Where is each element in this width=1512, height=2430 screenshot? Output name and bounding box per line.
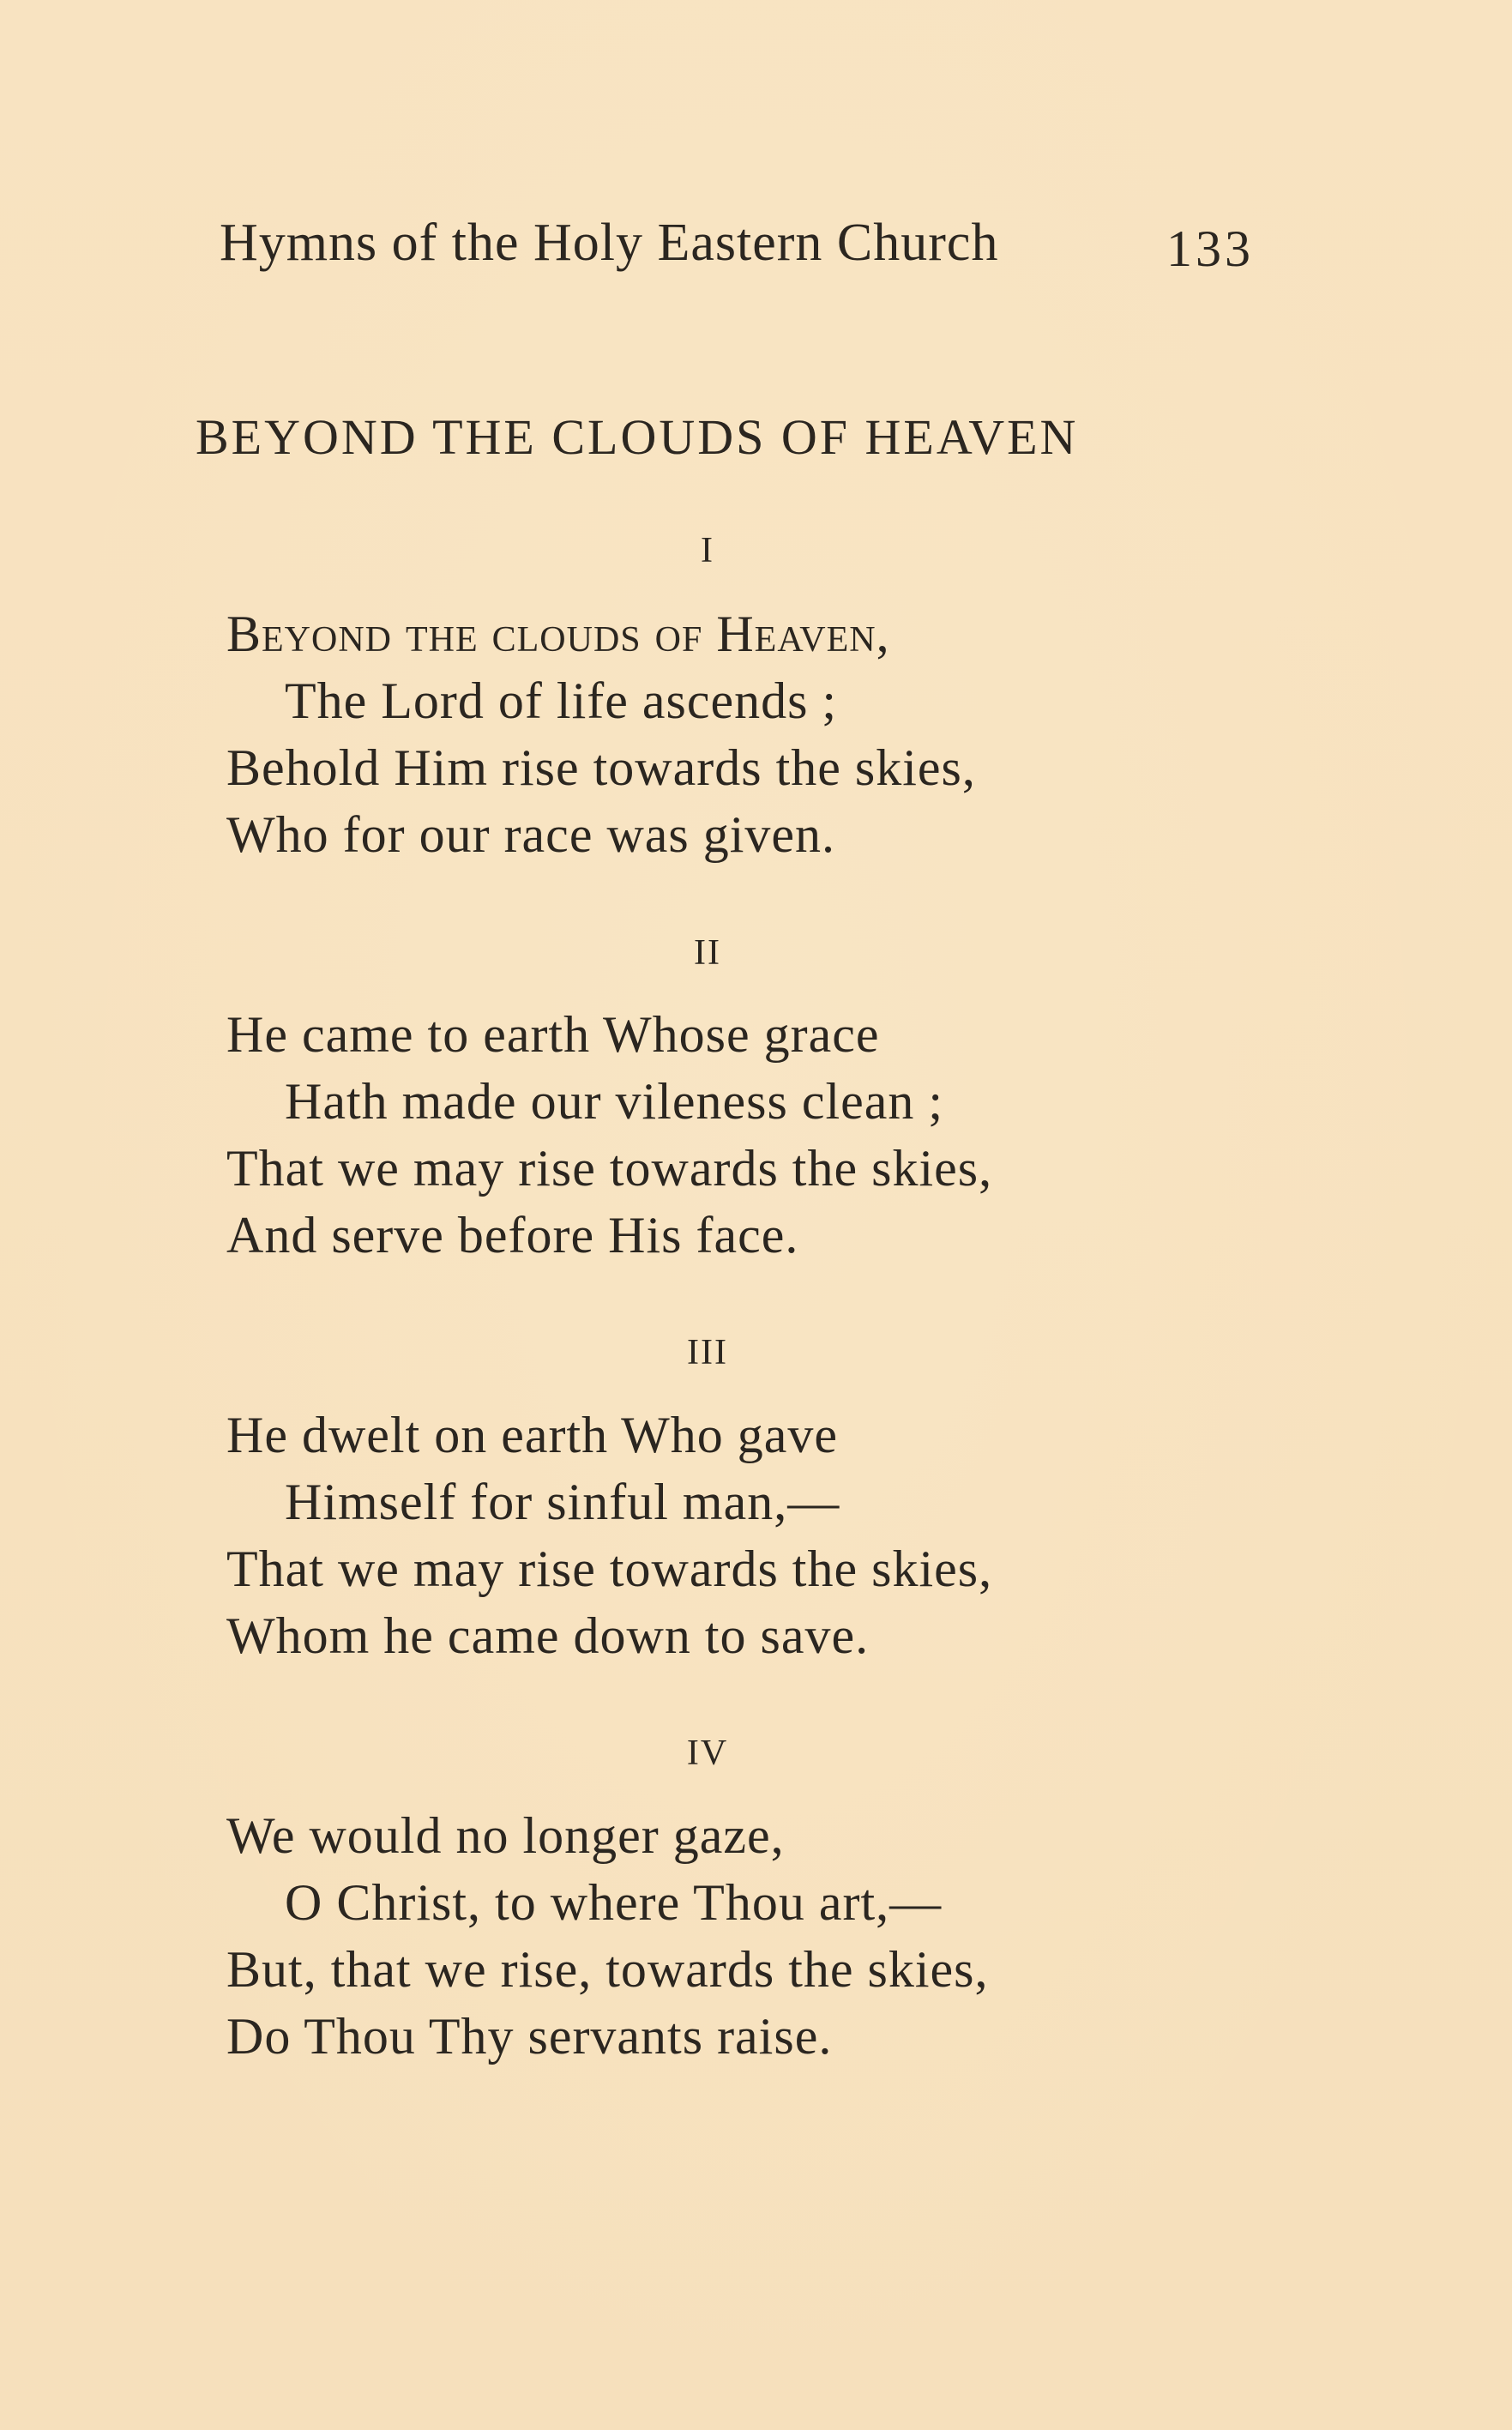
verse-line-text: Beyond the clouds of Heaven,: [226, 606, 890, 662]
running-head: [220, 213, 1266, 281]
stanza-number: IV: [686, 1734, 729, 1773]
verse-line: That we may rise towards the skies,: [226, 1541, 993, 1597]
verse-line: The Lord of life ascends ;: [285, 672, 838, 729]
stanza-number: I: [701, 531, 714, 570]
verse-line: He came to earth Whose grace: [226, 1006, 880, 1063]
verse-line: Whom he came down to save.: [226, 1607, 870, 1664]
running-title: Hymns of the Holy Eastern Church: [220, 214, 999, 272]
verse-line: Do Thou Thy servants raise.: [226, 2008, 833, 2065]
stanza: [226, 1001, 1341, 1269]
verse-line: Behold Him rise towards the skies,: [226, 739, 976, 796]
verse-line: Himself for sinful man,—: [285, 1474, 840, 1530]
verse-line: And serve before His face.: [226, 1207, 799, 1263]
verse-line: Hath made our vileness clean ;: [285, 1073, 944, 1130]
hymn-title: BEYOND THE CLOUDS OF HEAVEN: [196, 409, 1079, 465]
verse-line: We would no longer gaze,: [226, 1807, 785, 1864]
page-number: 133: [1166, 220, 1254, 277]
verse-line: [226, 600, 1341, 667]
verse-line: That we may rise towards the skies,: [226, 1140, 993, 1197]
verse-line: O Christ, to where Thou art,—: [285, 1874, 943, 1931]
stanza: [226, 600, 1341, 868]
stanza: [226, 1402, 1341, 1669]
stanza: [226, 1802, 1341, 2070]
verse-line: He dwelt on earth Who gave: [226, 1407, 838, 1463]
verse-line: But, that we rise, towards the skies,: [226, 1941, 989, 1998]
stanza-number: II: [694, 933, 721, 973]
verse-line: Who for our race was given.: [226, 806, 836, 863]
stanza-number: III: [687, 1333, 728, 1372]
